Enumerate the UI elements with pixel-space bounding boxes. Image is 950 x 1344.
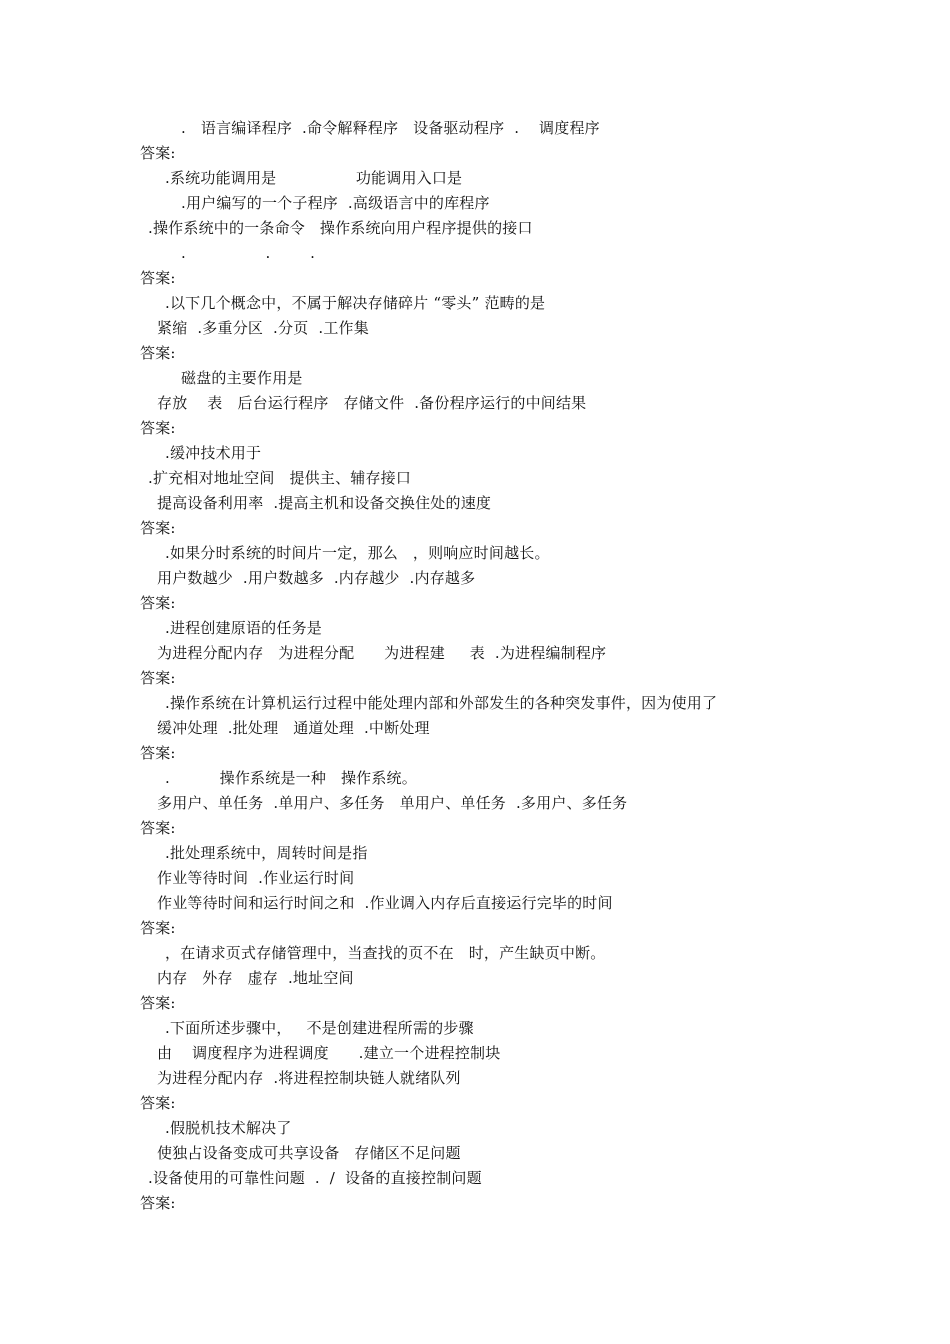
question-stem: .假脱机技术解决了 xyxy=(165,1119,292,1137)
text-line: 内存 外存 虚存 .地址空间 xyxy=(157,969,354,987)
text-line: 提高设备利用率 .提高主机和设备交换住处的速度 xyxy=(157,494,492,512)
text-line: 缓冲处理 .批处理 通道处理 .中断处理 xyxy=(157,719,430,737)
text-line: . . . xyxy=(181,244,316,262)
text-line: 使独占设备变成可共享设备 存储区不足问题 xyxy=(157,1144,461,1162)
text-line: .设备使用的可靠性问题 . / 设备的直接控制问题 xyxy=(148,1169,482,1187)
text-line: .用户编写的一个子程序 .高级语言中的库程序 xyxy=(181,194,490,212)
question-stem: .下面所述步骤中， 不是创建进程所需的步骤 xyxy=(165,1019,474,1037)
question-stem: .缓冲技术用于 xyxy=(165,444,262,462)
answer-label: 答案: xyxy=(140,1194,176,1212)
answer-label: 答案: xyxy=(140,594,176,612)
answer-label: 答案: xyxy=(140,344,176,362)
answer-label: 答案: xyxy=(140,919,176,937)
text-line: 为进程分配内存 .将进程控制块链人就绪队列 xyxy=(157,1069,461,1087)
question-stem: .如果分时系统的时间片一定，那么 ，则响应时间越长。 xyxy=(165,544,550,562)
text-line: 作业等待时间 .作业运行时间 xyxy=(157,869,355,887)
text-line: 存放 表 后台运行程序 存储文件 .备份程序运行的中间结果 xyxy=(157,394,587,412)
answer-label: 答案: xyxy=(140,994,176,1012)
question-stem: .进程创建原语的任务是 xyxy=(165,619,322,637)
text-line: .操作系统中的一条命令 操作系统向用户程序提供的接口 xyxy=(148,219,533,237)
answer-label: 答案: xyxy=(140,819,176,837)
text-line: . 语言编译程序 .命令解释程序 设备驱动程序 . 调度程序 xyxy=(181,119,600,137)
text-line: 紧缩 .多重分区 .分页 .工作集 xyxy=(157,319,369,337)
answer-label: 答案: xyxy=(140,669,176,687)
text-line: 多用户、单任务 .单用户、多任务 单用户、单任务 .多用户、多任务 xyxy=(157,794,628,812)
text-line: 作业等待时间和运行时间之和 .作业调入内存后直接运行完毕的时间 xyxy=(157,894,613,912)
question-stem: 磁盘的主要作用是 xyxy=(181,369,303,387)
question-stem: .操作系统在计算机运行过程中能处理内部和外部发生的各种突发事件，因为使用了 xyxy=(165,694,718,712)
answer-label: 答案: xyxy=(140,519,176,537)
question-stem: .以下几个概念中，不属于解决存储碎片 “零头” 范畴的是 xyxy=(165,294,546,312)
question-stem: .批处理系统中，周转时间是指 xyxy=(165,844,368,862)
answer-label: 答案: xyxy=(140,144,176,162)
question-stem: . 操作系统是一种 操作系统。 xyxy=(165,769,417,787)
answer-label: 答案: xyxy=(140,744,176,762)
answer-label: 答案: xyxy=(140,419,176,437)
answer-label: 答案: xyxy=(140,1094,176,1112)
text-line: 用户数越少 .用户数越多 .内存越少 .内存越多 xyxy=(157,569,476,587)
text-line: .扩充相对地址空间 提供主、辅存接口 xyxy=(148,469,412,487)
text-line: 为进程分配内存 为进程分配 为进程建 表 .为进程编制程序 xyxy=(157,644,607,662)
question-stem: ，在请求页式存储管理中，当查找的页不在 时，产生缺页中断。 xyxy=(165,944,606,962)
answer-label: 答案: xyxy=(140,269,176,287)
text-line: 由 调度程序为进程调度 .建立一个进程控制块 xyxy=(157,1044,501,1062)
question-stem: .系统功能调用是 功能调用入口是 xyxy=(165,169,463,187)
